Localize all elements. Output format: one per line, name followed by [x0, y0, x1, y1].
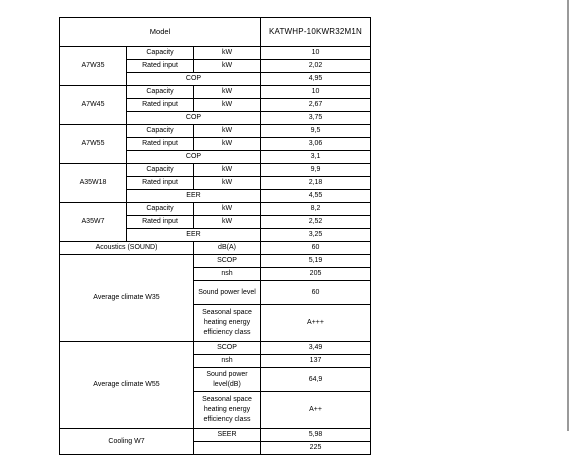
acoustics-row: [60, 242, 371, 255]
input-label: Rated input: [127, 60, 194, 73]
input-label: Rated input: [127, 177, 194, 190]
sound-label: Sound power level: [194, 281, 261, 305]
unit-cell: kW: [194, 47, 261, 60]
condition-label: A35W7: [60, 203, 127, 242]
ratio-value: 3,1: [261, 151, 371, 164]
sound-label: Sound power level(dB): [194, 368, 261, 392]
condition-label: A7W35: [60, 47, 127, 86]
unit-cell: kW: [194, 164, 261, 177]
model-value: KATWHP-10KWR32M1N: [261, 18, 371, 47]
efficiency-class-label: Seasonal space heating energy efficiency class: [194, 392, 261, 429]
input-value: 2,18: [261, 177, 371, 190]
unit-cell: kW: [194, 99, 261, 112]
climate-label: Average climate W55: [60, 342, 194, 429]
ratio-label: COP: [127, 73, 261, 86]
capacity-label: Capacity: [127, 203, 194, 216]
table-row: [60, 86, 371, 99]
unit-cell: kW: [194, 216, 261, 229]
nsh-value: 137: [261, 355, 371, 368]
condition-label: A7W45: [60, 86, 127, 125]
capacity-label: Capacity: [127, 86, 194, 99]
cooling-next-label: [194, 442, 261, 455]
input-label: Rated input: [127, 99, 194, 112]
ratio-value: 4,55: [261, 190, 371, 203]
unit-cell: kW: [194, 125, 261, 138]
capacity-value: 9,5: [261, 125, 371, 138]
acoustics-label: Acoustics (SOUND): [60, 242, 194, 255]
capacity-label: Capacity: [127, 164, 194, 177]
table-row: [60, 125, 371, 138]
efficiency-class-value: A++: [261, 392, 371, 429]
input-value: 2,67: [261, 99, 371, 112]
table-row: [60, 203, 371, 216]
nsh-value: 205: [261, 268, 371, 281]
spec-table: [59, 17, 371, 455]
ratio-label: COP: [127, 151, 261, 164]
ratio-value: 3,25: [261, 229, 371, 242]
acoustics-value: 60: [261, 242, 371, 255]
ratio-label: EER: [127, 190, 261, 203]
seer-label: SEER: [194, 429, 261, 442]
condition-label: A35W18: [60, 164, 127, 203]
sound-value: 60: [261, 281, 371, 305]
scop-label: SCOP: [194, 255, 261, 268]
capacity-value: 8,2: [261, 203, 371, 216]
table-row: [60, 255, 371, 268]
efficiency-class-value: A+++: [261, 305, 371, 342]
climate-label: Average climate W35: [60, 255, 194, 342]
input-value: 2,52: [261, 216, 371, 229]
capacity-value: 10: [261, 47, 371, 60]
seer-value: 5,98: [261, 429, 371, 442]
unit-cell: kW: [194, 86, 261, 99]
scop-value: 5,19: [261, 255, 371, 268]
nsh-label: nsh: [194, 268, 261, 281]
capacity-value: 10: [261, 86, 371, 99]
condition-label: A7W55: [60, 125, 127, 164]
scop-value: 3,49: [261, 342, 371, 355]
input-label: Rated input: [127, 138, 194, 151]
ratio-value: 3,75: [261, 112, 371, 125]
capacity-label: Capacity: [127, 47, 194, 60]
table-row: [60, 164, 371, 177]
nsh-label: nsh: [194, 355, 261, 368]
ratio-label: COP: [127, 112, 261, 125]
ratio-value: 4,95: [261, 73, 371, 86]
input-value: 3,06: [261, 138, 371, 151]
ratio-label: EER: [127, 229, 261, 242]
sound-value: 64,9: [261, 368, 371, 392]
cooling-next-value: 225: [261, 442, 371, 455]
unit-cell: kW: [194, 203, 261, 216]
table-row: [60, 47, 371, 60]
unit-cell: kW: [194, 60, 261, 73]
capacity-value: 9,9: [261, 164, 371, 177]
input-value: 2,02: [261, 60, 371, 73]
cooling-label: Cooling W7: [60, 429, 194, 455]
table-row: [60, 342, 371, 355]
input-label: Rated input: [127, 216, 194, 229]
scop-label: SCOP: [194, 342, 261, 355]
capacity-label: Capacity: [127, 125, 194, 138]
table-row: [60, 429, 371, 442]
unit-cell: kW: [194, 177, 261, 190]
model-label: Model: [60, 18, 261, 47]
unit-cell: kW: [194, 138, 261, 151]
acoustics-unit: dB(A): [194, 242, 261, 255]
window-edge: [567, 0, 569, 431]
model-row: [60, 18, 371, 47]
efficiency-class-label: Seasonal space heating energy efficiency class: [194, 305, 261, 342]
